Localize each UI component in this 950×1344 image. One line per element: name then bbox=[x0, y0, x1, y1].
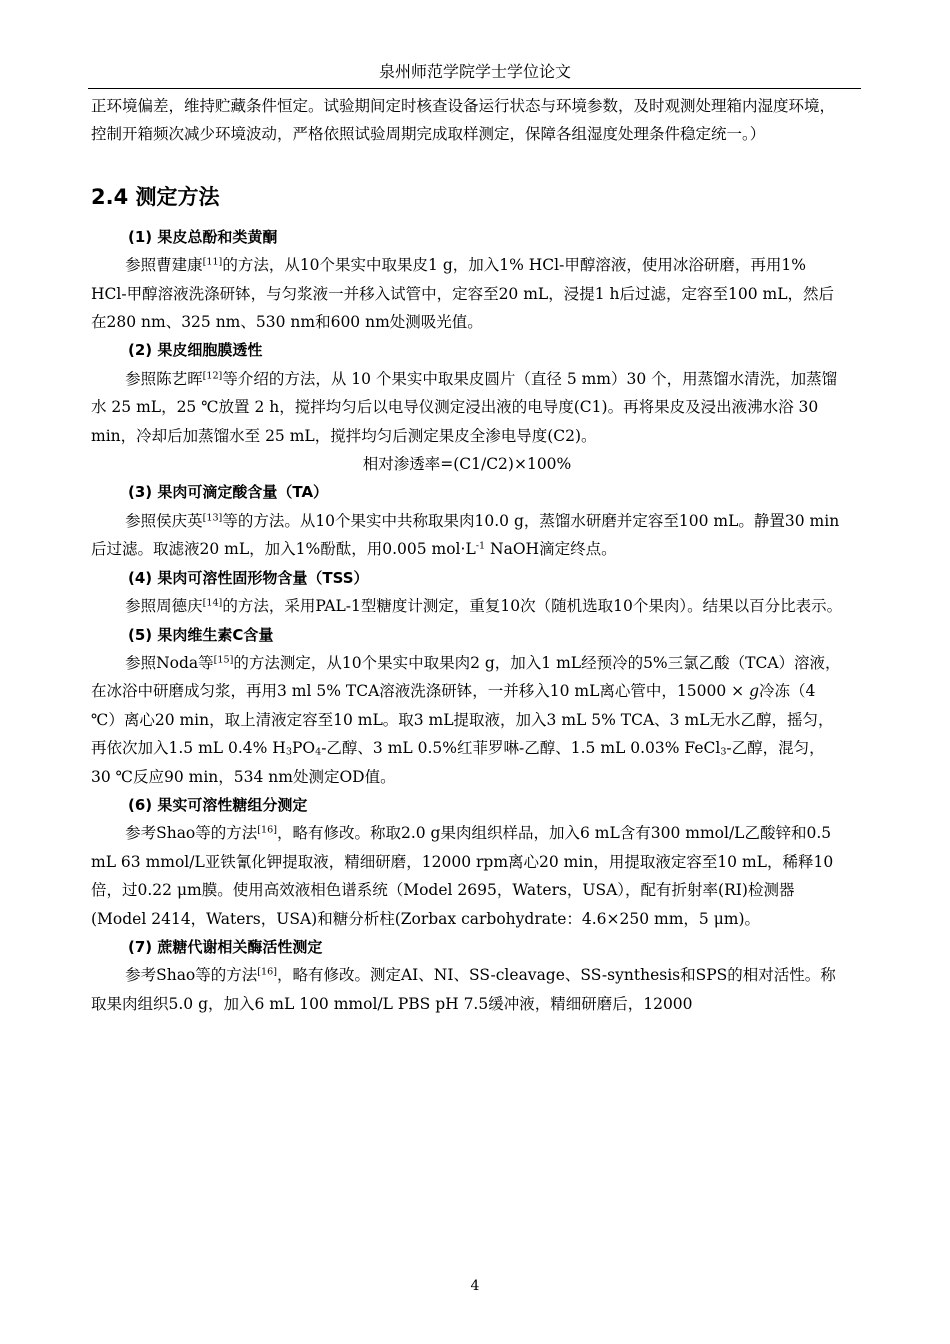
paragraph-soluble-sugars: 参考Shao等的方法[16]，略有修改。称取2.0 g果肉组织样品，加入6 mL含有300 mmol/L乙酸锌和0.5 mL 63 mmol/L亚铁氰化钾提取液，精细研磨，12000 rpm离心20 min，用提取液定容至10 mL，稀释10倍，过0.22 μm膜。使用高效液相色谱系统（Model 2695，Waters，USA），配有折射率(RI)检测器(Model 2414，Waters，USA)和糖分析柱(Zorbax carbohydrate：4.6×250 mm，5 μm)。 bbox=[91, 824, 834, 928]
subheading-vitamin-c: (5) 果肉维生素C含量 bbox=[128, 625, 274, 644]
citation: [15] bbox=[213, 654, 234, 666]
subheading-total-phenols: (1) 果皮总酚和类黄酮 bbox=[128, 227, 278, 246]
section-title: 2.4 测定方法 bbox=[91, 184, 220, 209]
subheading-titratable-acid: (3) 果肉可滴定酸含量（TA） bbox=[128, 483, 329, 502]
page-number: 4 bbox=[470, 1278, 480, 1294]
citation: [13] bbox=[202, 512, 223, 524]
header-rule bbox=[88, 88, 861, 89]
paragraph-soluble-solids: 参照周德庆[14]的方法，采用PAL-1型糖度计测定，重复10次（随机选取10个果肉）。结果以百分比表示。 bbox=[125, 597, 843, 616]
citation: [14] bbox=[202, 597, 223, 609]
paragraph-vitamin-c: 参照Noda等[15]的方法测定，从10个果实中取果肉2 g，加入1 mL经预冷的5%三氯乙酸（TCA）溶液，在冰浴中研磨成匀浆，再用3 ml 5% TCA溶液洗涤研钵，一并移入10 mL离心管中，15000 × g冷冻（4 ℃）离心20 min，取上清液定容至10 mL。取3 mL提取液，加入3 mL 5% TCA、3 mL无水乙醇，摇匀，再依次加入1.5 mL 0.4% $H_3PO_4-$乙醇、3 mL 0.5%红菲罗啉-乙醇、1.5 mL 0.03% FeCl$_3$-乙醇，混匀，30 ℃反应90 min，534 nm处测定OD值。 bbox=[91, 653, 841, 786]
subheading-sucrose-enzymes: (7) 蔗糖代谢相关酶活性测定 bbox=[128, 937, 323, 956]
paragraph-membrane-permeability: 参照陈艺晖[12]等介绍的方法，从 10 个果实中取果皮圆片（直径 5 mm）30 个，用蒸馏水清洗，加蒸馏水 25 mL，25 ℃放置 2 h，搅拌均匀后以电导仪测定浸出液的电导度(C1)。再将果皮及浸出液沸水浴 30 min，冷却后加蒸馏水至 25 mL，搅拌均匀后测定果皮全渗电导度(C2)。 bbox=[91, 369, 838, 445]
citation: [12] bbox=[202, 370, 223, 382]
permeability-formula: 相对渗透率=(C1/C2)×100% bbox=[362, 455, 572, 474]
paragraph-titratable-acid: 参照侯庆英[13]等的方法。从10个果实中共称取果肉10.0 g，蒸馏水研磨并定容至100 mL。静置30 min后过滤。取滤液20 mL，加入1%酚酞，用0.005 $mol\cdot L^{-1}$ NaOH滴定终点。 bbox=[91, 511, 840, 559]
citation: [16] bbox=[257, 967, 277, 979]
citation: [16] bbox=[257, 825, 277, 837]
subheading-soluble-sugars: (6) 果实可溶性糖组分测定 bbox=[128, 795, 308, 814]
subheading-soluble-solids: (4) 果肉可溶性固形物含量（TSS） bbox=[128, 568, 369, 587]
paragraph-sucrose-enzymes: 参考Shao等的方法[16]，略有修改。测定AI、NI、SS-cleavage、SS-synthesis和SPS的相对活性。称取果肉组织5.0 g，加入6 mL 100 mmol/L PBS pH 7.5缓冲液，精细研磨后，12000 bbox=[91, 966, 836, 1013]
exponent: -1 bbox=[475, 541, 486, 552]
subheading-membrane-permeability: (2) 果皮细胞膜透性 bbox=[128, 341, 263, 360]
running-header: 泉州师范学院学士学位论文 bbox=[378, 62, 571, 81]
paragraph-total-phenols: 参照曹建康[11]的方法，从10个果实中取果皮1 g，加入1% HCl-甲醇溶液，使用冰浴研磨，再用1% HCl-甲醇溶液洗涤研钵，与匀浆液一并移入试管中，定容至20 mL，浸提1 h后过滤，定容至100 mL，然后在280 nm、325 nm、530 nm和600 nm处测吸光值。 bbox=[91, 256, 834, 332]
intro-paragraph: 正环境偏差，维持贮藏条件恒定。试验期间定时核查设备运行状态与环境参数，及时观测处理箱内湿度环境，控制开箱频次减少环境波动，严格依照试验周期完成取样测定，保障各组湿度处理条件稳定统一。） bbox=[91, 97, 836, 144]
page-body bbox=[91, 92, 843, 1018]
citation: [11] bbox=[202, 256, 223, 268]
